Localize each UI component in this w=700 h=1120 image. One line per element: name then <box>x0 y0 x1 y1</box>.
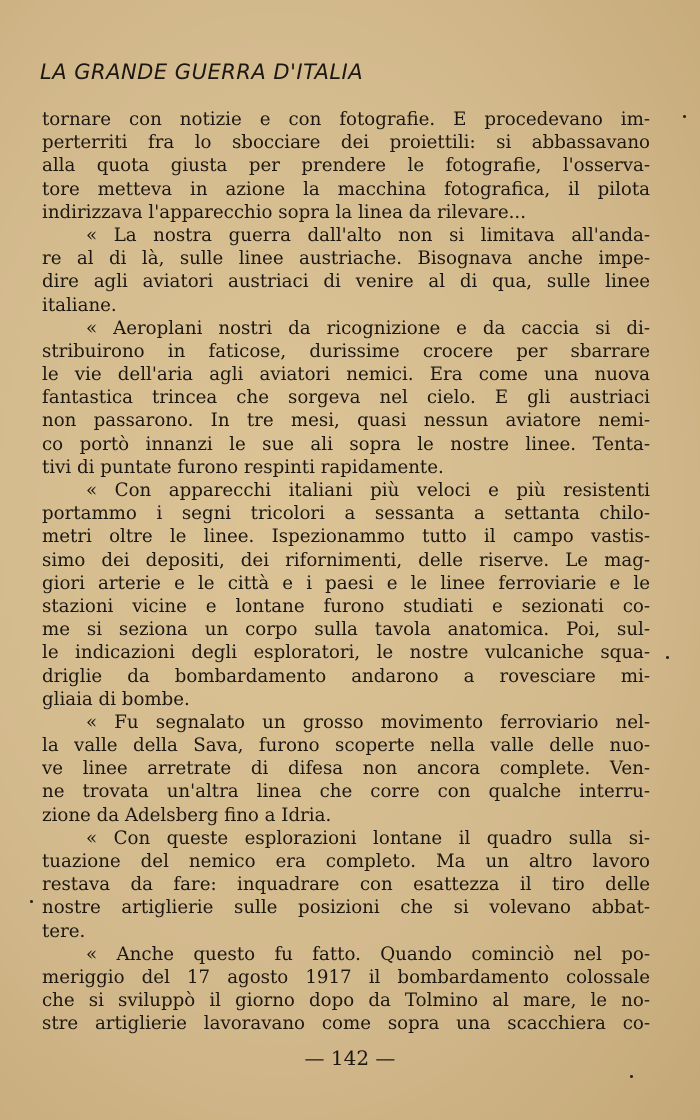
text-line: la valle della Sava, furono scoperte nella valle delle nuo- <box>42 735 650 757</box>
text-line: stazioni vicine e lontane furono studiati e sezionati co- <box>42 595 650 617</box>
text-line: zione da Adelsberg fino a Idria. <box>42 804 332 826</box>
text-line: ve linee arretrate di difesa non ancora complete. Ven- <box>42 758 650 780</box>
text-line: nostre artiglierie sulle posizioni che si volevano abbat- <box>42 897 650 919</box>
text-line: perterriti fra lo sbocciare dei proiettili: si abbassavano <box>42 132 650 154</box>
paper-speck <box>30 900 33 903</box>
page-number: — 142 — <box>304 1046 396 1070</box>
text-line: simo dei depositi, dei rifornimenti, delle riserve. Le mag- <box>42 549 650 571</box>
text-line: restava da fare: inquadrare con esattezza il tiro delle <box>42 874 650 896</box>
text-line: alla quota giusta per prendere le fotografie, l'osserva- <box>42 155 650 177</box>
text-line: indirizzava l'apparecchio sopra la linea da rilevare... <box>42 201 526 223</box>
text-line: italiane. <box>42 294 117 316</box>
running-header: LA GRANDE GUERRA D'ITALIA <box>40 60 364 84</box>
text-line: stre artiglierie lavoravano come sopra una scacchiera co- <box>42 1013 650 1035</box>
text-line: non passarono. In tre mesi, quasi nessun aviatore nemi- <box>42 410 650 432</box>
text-line: co portò innanzi le sue ali sopra le nostre linee. Tenta- <box>42 433 650 455</box>
text-line: « Aeroplani nostri da ricognizione e da caccia si di- <box>86 317 650 339</box>
text-line: metri oltre le linee. Ispezionammo tutto il campo vastis- <box>42 526 650 548</box>
body-text <box>42 108 650 1036</box>
text-line: dire agli aviatori austriaci di venire al di qua, sulle linee <box>42 271 650 293</box>
paper-speck <box>683 115 686 118</box>
text-line: tuazione del nemico era completo. Ma un altro lavoro <box>42 851 650 872</box>
text-line: giori arterie e le città e i paesi e le linee ferroviarie e le <box>42 572 650 594</box>
text-line: fantastica trincea che sorgeva nel cielo. E gli austriaci <box>42 387 650 409</box>
text-line: tore metteva in azione la macchina fotografica, il pilota <box>42 178 650 200</box>
text-line: le indicazioni degli esploratori, le nostre vulcaniche squa- <box>42 642 650 664</box>
text-line: me si seziona un corpo sulla tavola anatomica. Poi, sul- <box>42 619 650 641</box>
text-line: « Con queste esplorazioni lontane il quadro sulla si- <box>86 827 650 849</box>
text-line: gliaia di bombe. <box>42 688 190 710</box>
text-line: che si sviluppò il giorno dopo da Tolmino al mare, le no- <box>42 990 650 1012</box>
text-line: re al di là, sulle linee austriache. Bisognava anche impe- <box>42 248 650 270</box>
text-line: tivi di puntate furono respinti rapidamente. <box>42 456 444 478</box>
text-line: driglie da bombardamento andarono a rovesciare mi- <box>42 665 650 687</box>
text-line: le vie dell'aria agli aviatori nemici. Era come una nuova <box>42 364 650 386</box>
text-line: stribuirono in faticose, durissime crocere per sbarrare <box>42 340 650 362</box>
text-line: tere. <box>42 920 86 942</box>
text-line: « Fu segnalato un grosso movimento ferroviario nel- <box>86 711 650 733</box>
text-line: meriggio del 17 agosto 1917 il bombardamento colossale <box>42 966 650 988</box>
paper-speck <box>666 656 669 659</box>
text-line: tornare con notizie e con fotografie. E procedevano im- <box>42 109 650 130</box>
text-line: « La nostra guerra dall'alto non si limitava all'anda- <box>86 224 650 246</box>
text-line: « Anche questo fu fatto. Quando cominciò nel po- <box>86 943 650 965</box>
text-line: « Con apparecchi italiani più veloci e più resistenti <box>86 480 650 501</box>
text-line: ne trovata un'altra linea che corre con qualche interru- <box>42 781 650 803</box>
paper-speck <box>630 1075 633 1078</box>
text-line: portammo i segni tricolori a sessanta a settanta chilo- <box>42 503 650 525</box>
